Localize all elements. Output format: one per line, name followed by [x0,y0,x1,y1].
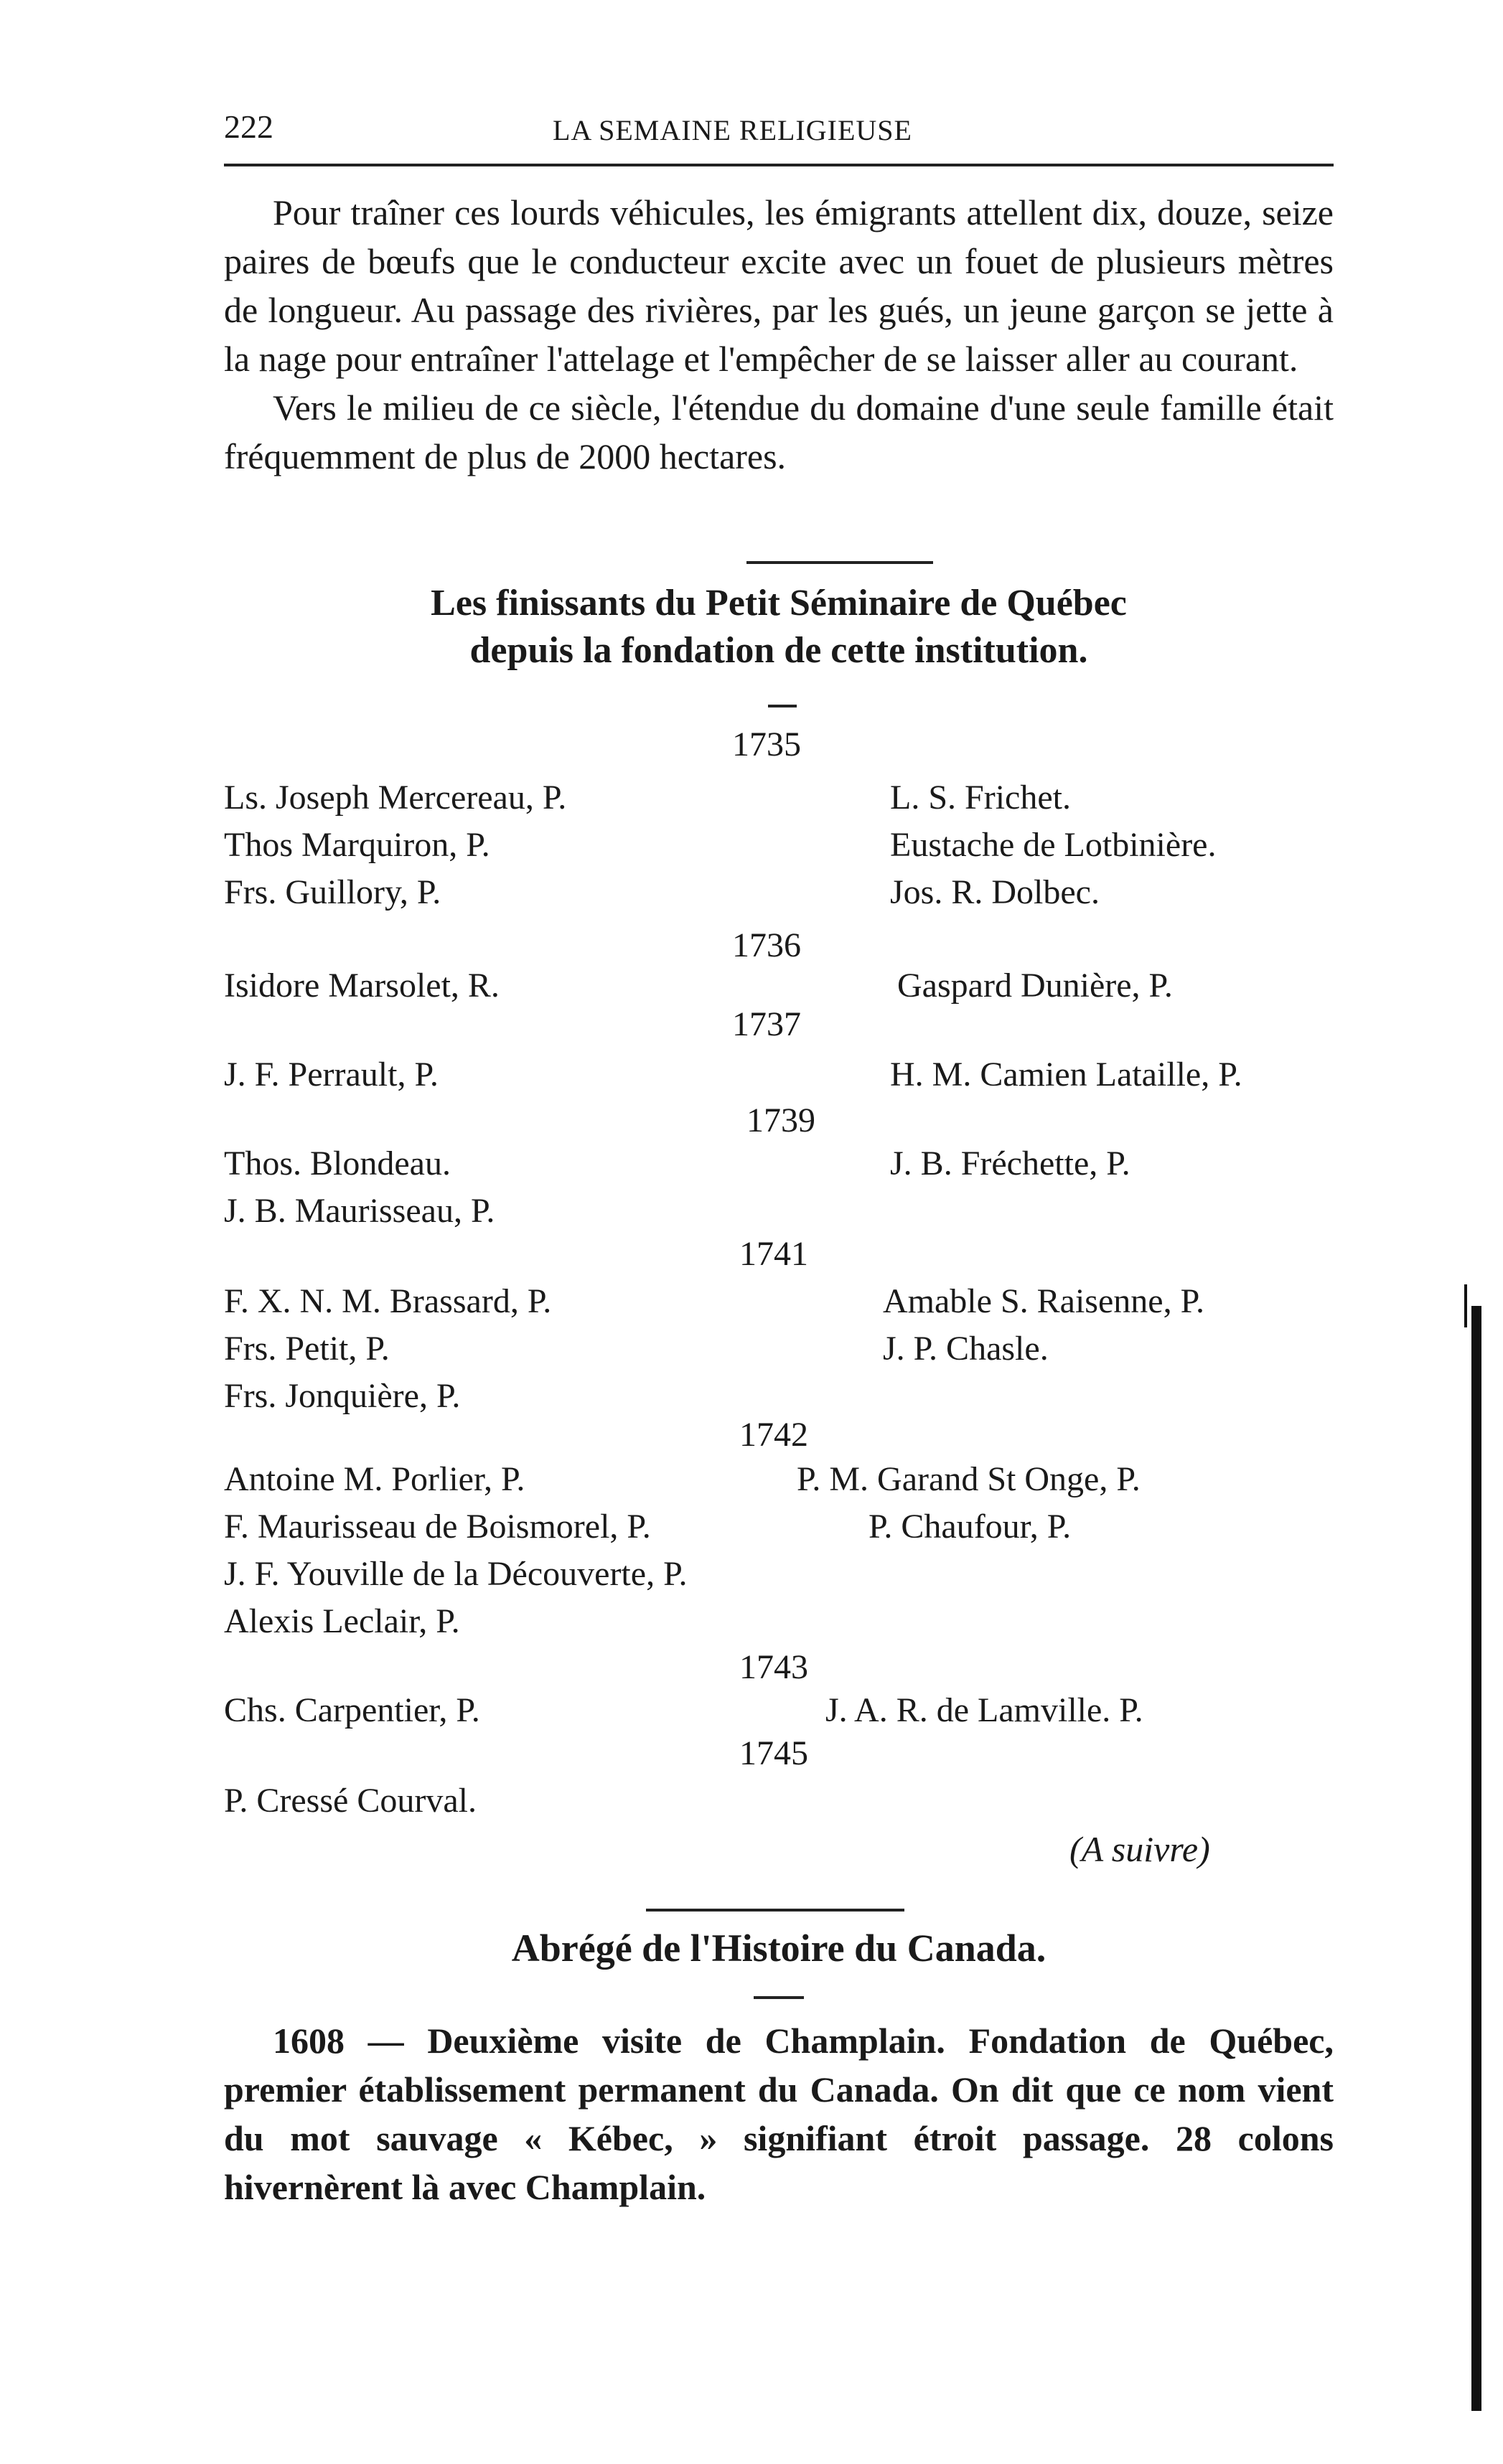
name-entry: J. B. Maurisseau, P. [224,1192,495,1230]
abrege-paragraph: 1608 — Deuxième visite de Champlain. Fondation de Québec, premier établissement permanent du Canada. On dit que ce nom vient du mot sauvage « Kébec, » signifiant étroit passage. 28 colons hivernèrent là avec Champlain. [224,2021,1334,2207]
name-entry: Alexis Leclair, P. [224,1602,460,1640]
name-entry: J. A. R. de Lamville. P. [825,1691,1143,1729]
name-entry: Ls. Joseph Mercereau, P. [224,779,567,817]
intro-paragraph-2: Vers le milieu de ce siècle, l'étendue du domaine d'une seule famille était fréquemment de plus de 2000 hectares. [224,387,1334,476]
name-entry: P. M. Garand St Onge, P. [797,1460,1141,1498]
name-entry: Frs. Guillory, P. [224,873,441,911]
title-dash [768,705,797,707]
page-edge-shadow [1471,1306,1481,2411]
running-title: LA SEMAINE RELIGIEUSE [553,114,912,146]
name-entry: H. M. Camien Lataille, P. [890,1055,1242,1094]
name-entry: Frs. Petit, P. [224,1330,390,1368]
year-1739: 1739 [746,1101,815,1139]
name-entry: Frs. Jonquière, P. [224,1377,461,1415]
section-title-abrege: Abrégé de l'Histoire du Canada. [511,1927,1047,1970]
name-entry: Jos. R. Dolbec. [890,873,1100,911]
year-1745: 1745 [739,1734,808,1772]
section-title-line-2: depuis la fondation de cette institution. [469,630,1088,671]
page-edge-mark [1464,1284,1467,1327]
name-entry: J. B. Fréchette, P. [890,1144,1130,1182]
section-title-line-1: Les finissants du Petit Séminaire de Québec [431,583,1127,624]
year-1735: 1735 [732,725,801,763]
name-entry: F. X. N. M. Brassard, P. [224,1282,552,1320]
name-entry: Gaspard Dunière, P. [897,967,1173,1005]
header-rule [224,164,1334,166]
section-divider [746,561,933,564]
year-1737: 1737 [732,1005,801,1043]
title-dash [754,1996,804,1999]
year-1741: 1741 [739,1235,808,1273]
section-divider [646,1909,904,1912]
name-entry: Amable S. Raisenne, P. [883,1282,1204,1320]
name-entry: J. F. Perrault, P. [224,1055,439,1094]
name-entry: Chs. Carpentier, P. [224,1691,480,1729]
name-entry: Isidore Marsolet, R. [224,967,500,1005]
a-suivre-note: (A suivre) [1069,1829,1210,1869]
intro-paragraph-1: Pour traîner ces lourds véhicules, les émigrants attellent dix, douze, seize paires de bœufs que le conducteur excite avec un fouet de plusieurs mètres de longueur. Au passage des rivières, par les gués, un jeune garçon se jette à la nage pour entraîner l'attelage et l'empêcher de se laisser aller au courant. [224,192,1334,379]
name-entry: Thos Marquiron, P. [224,826,490,864]
name-entry: P. Cressé Courval. [224,1782,477,1820]
name-entry: Antoine M. Porlier, P. [224,1460,525,1498]
year-1736: 1736 [732,926,801,964]
name-entry: L. S. Frichet. [890,779,1071,817]
name-entry: Eustache de Lotbinière. [890,826,1217,864]
abrege-text [224,2016,1334,2211]
name-entry: J. F. Youville de la Découverte, P. [224,1555,688,1593]
name-entry: P. Chaufour, P. [868,1508,1072,1546]
year-1743: 1743 [739,1648,808,1686]
year-1742: 1742 [739,1416,808,1454]
intro-text [224,188,1334,481]
name-entry: Thos. Blondeau. [224,1144,451,1182]
page-number: 222 [224,108,273,145]
name-entry: F. Maurisseau de Boismorel, P. [224,1508,651,1546]
name-entry: J. P. Chasle. [883,1330,1049,1368]
section-title-finissants [224,580,1334,674]
